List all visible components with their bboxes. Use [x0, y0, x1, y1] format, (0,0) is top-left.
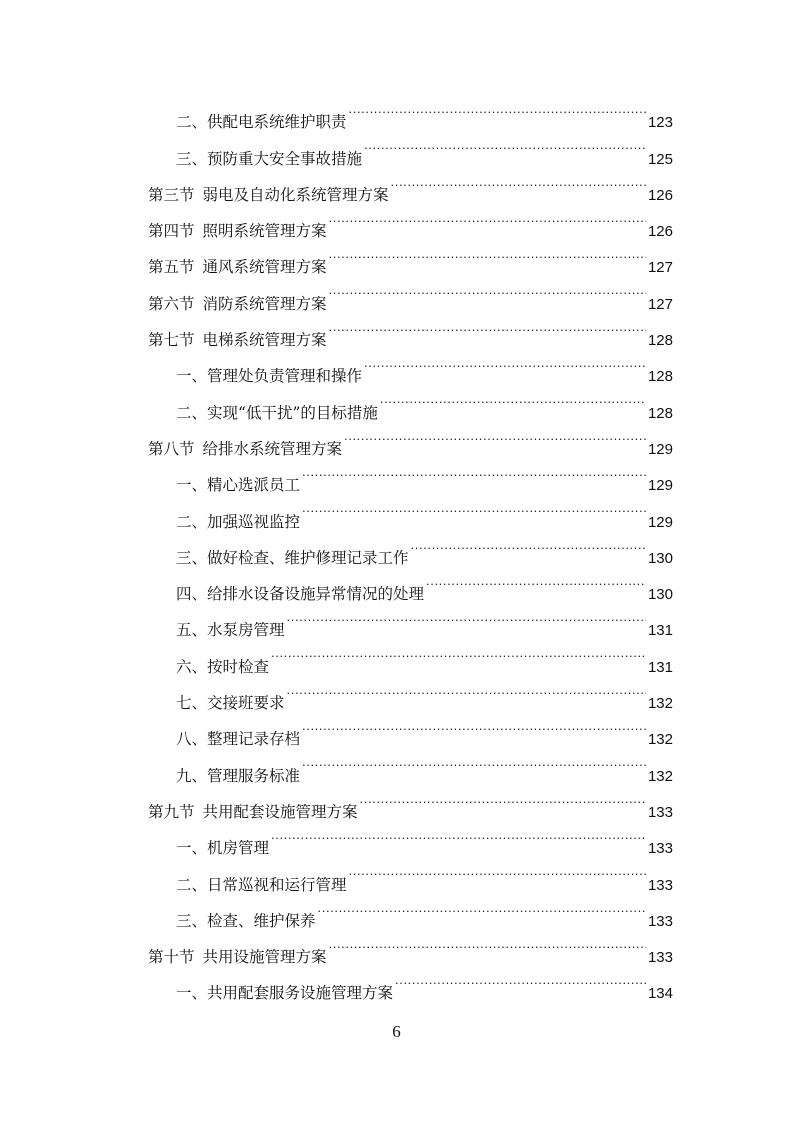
toc-entry-page: 131 — [647, 622, 673, 640]
toc-entry[interactable] — [148, 91, 673, 132]
toc-entry-title: 共用配套设施管理方案 — [202, 802, 358, 821]
dot-leader — [271, 817, 646, 853]
toc-entry-number: 二、 — [176, 113, 208, 132]
toc-entry-title: 消防系统管理方案 — [202, 294, 327, 313]
toc-entry-page: 132 — [647, 695, 673, 713]
dot-leader — [360, 781, 646, 817]
toc-entry-number: 一、 — [176, 367, 208, 386]
toc-entry-title: 实现“低干扰”的目标措施 — [207, 403, 378, 422]
toc-entry-number: 六、 — [176, 657, 208, 676]
toc-entry-number: 一、 — [176, 839, 208, 858]
dot-leader — [271, 635, 646, 671]
toc-entry-number: 四、 — [176, 585, 208, 604]
toc-entry-title: 电梯系统管理方案 — [202, 331, 327, 350]
toc-entry-page: 133 — [647, 840, 673, 858]
toc-entry-title: 整理记录存档 — [207, 730, 301, 749]
toc-entry-number: 一、 — [176, 476, 208, 495]
dot-leader — [302, 708, 646, 744]
dot-leader — [411, 527, 646, 563]
toc-section-number: 第七节 — [148, 331, 195, 350]
toc-entry-page: 128 — [647, 404, 673, 422]
toc-entry-page: 133 — [647, 949, 673, 967]
dot-leader — [391, 164, 646, 200]
toc-section-number: 第六节 — [148, 294, 195, 313]
toc-entry-title: 水泵房管理 — [207, 621, 285, 640]
toc-entry-number: 二、 — [176, 512, 208, 531]
toc-entry-page: 127 — [647, 259, 673, 277]
toc-entry-page: 129 — [647, 513, 673, 531]
toc-entry-number: 三、 — [176, 149, 208, 168]
dot-leader — [302, 744, 646, 780]
toc-section-number: 第九节 — [148, 802, 195, 821]
toc-entry-page: 133 — [647, 876, 673, 894]
toc-entry-title: 日常巡视和运行管理 — [207, 875, 347, 894]
toc-entry-page: 130 — [647, 549, 673, 567]
toc-entry-number: 三、 — [176, 911, 208, 930]
toc-entry-page: 128 — [647, 368, 673, 386]
toc-entry-number: 一、 — [176, 984, 208, 1003]
toc-entry-title: 机房管理 — [207, 839, 270, 858]
toc-entry-title: 弱电及自动化系统管理方案 — [202, 185, 389, 204]
toc-entry-page: 133 — [647, 912, 673, 930]
table-of-contents — [148, 91, 673, 1003]
toc-entry-title: 管理服务标准 — [207, 766, 301, 785]
toc-entry-number: 二、 — [176, 403, 208, 422]
toc-entry-title: 给排水系统管理方案 — [202, 439, 343, 458]
toc-entry-title: 通风系统管理方案 — [202, 258, 327, 277]
toc-entry-title: 交接班要求 — [207, 694, 285, 713]
toc-entry-title: 精心选派员工 — [207, 476, 301, 495]
dot-leader — [287, 672, 646, 708]
toc-section-number: 第八节 — [148, 439, 195, 458]
toc-entry-page: 132 — [647, 731, 673, 749]
toc-entry-title: 预防重大安全事故措施 — [207, 149, 363, 168]
dot-leader — [395, 962, 646, 998]
toc-section-number: 第四节 — [148, 222, 195, 241]
toc-entry-title: 管理处负责管理和操作 — [207, 367, 363, 386]
toc-entry-page: 129 — [647, 440, 673, 458]
toc-entry-number: 九、 — [176, 766, 208, 785]
toc-entry-number: 二、 — [176, 875, 208, 894]
toc-entry-number: 七、 — [176, 694, 208, 713]
toc-entry-page: 131 — [647, 658, 673, 676]
toc-entry-title: 给排水设备设施异常情况的处理 — [207, 585, 425, 604]
toc-entry-title: 做好检查、维护修理记录工作 — [207, 548, 409, 567]
toc-entry-title: 共用配套服务设施管理方案 — [207, 984, 394, 1003]
dot-leader — [349, 91, 646, 127]
dot-leader — [364, 127, 646, 163]
dot-leader — [302, 490, 646, 526]
toc-entry-page: 130 — [647, 586, 673, 604]
dot-leader — [302, 454, 646, 490]
toc-entry-page: 126 — [647, 186, 673, 204]
toc-entry-page: 129 — [647, 477, 673, 495]
toc-section-number: 第五节 — [148, 258, 195, 277]
toc-entry-page: 123 — [647, 114, 673, 132]
dot-leader — [364, 345, 646, 381]
toc-entry-title: 照明系统管理方案 — [202, 222, 327, 241]
toc-entry-page: 128 — [647, 332, 673, 350]
dot-leader — [344, 418, 646, 454]
dot-leader — [329, 272, 646, 308]
toc-entry-page: 126 — [647, 223, 673, 241]
toc-entry-number: 三、 — [176, 548, 208, 567]
toc-entry-number: 八、 — [176, 730, 208, 749]
toc-entry-title: 加强巡视监控 — [207, 512, 301, 531]
toc-section-number: 第三节 — [148, 185, 195, 204]
toc-entry-page: 125 — [647, 150, 673, 168]
toc-entry-title: 供配电系统维护职责 — [207, 113, 347, 132]
toc-entry-title: 按时检查 — [207, 657, 270, 676]
toc-entry-page: 127 — [647, 295, 673, 313]
toc-entry-page: 134 — [647, 985, 673, 1003]
toc-entry-title: 共用设施管理方案 — [202, 948, 327, 967]
dot-leader — [349, 853, 646, 889]
dot-leader — [426, 563, 646, 599]
dot-leader — [318, 890, 646, 926]
dot-leader — [329, 200, 646, 236]
dot-leader — [287, 599, 646, 635]
toc-section-number: 第十节 — [148, 948, 195, 967]
dot-leader — [380, 381, 646, 417]
dot-leader — [329, 236, 646, 272]
dot-leader — [329, 926, 646, 962]
toc-entry-page: 132 — [647, 767, 673, 785]
toc-entry-number: 五、 — [176, 621, 208, 640]
toc-entry-title: 检查、维护保养 — [207, 911, 316, 930]
toc-entry-page: 133 — [647, 803, 673, 821]
page-number: 6 — [392, 1022, 401, 1041]
dot-leader — [329, 309, 646, 345]
